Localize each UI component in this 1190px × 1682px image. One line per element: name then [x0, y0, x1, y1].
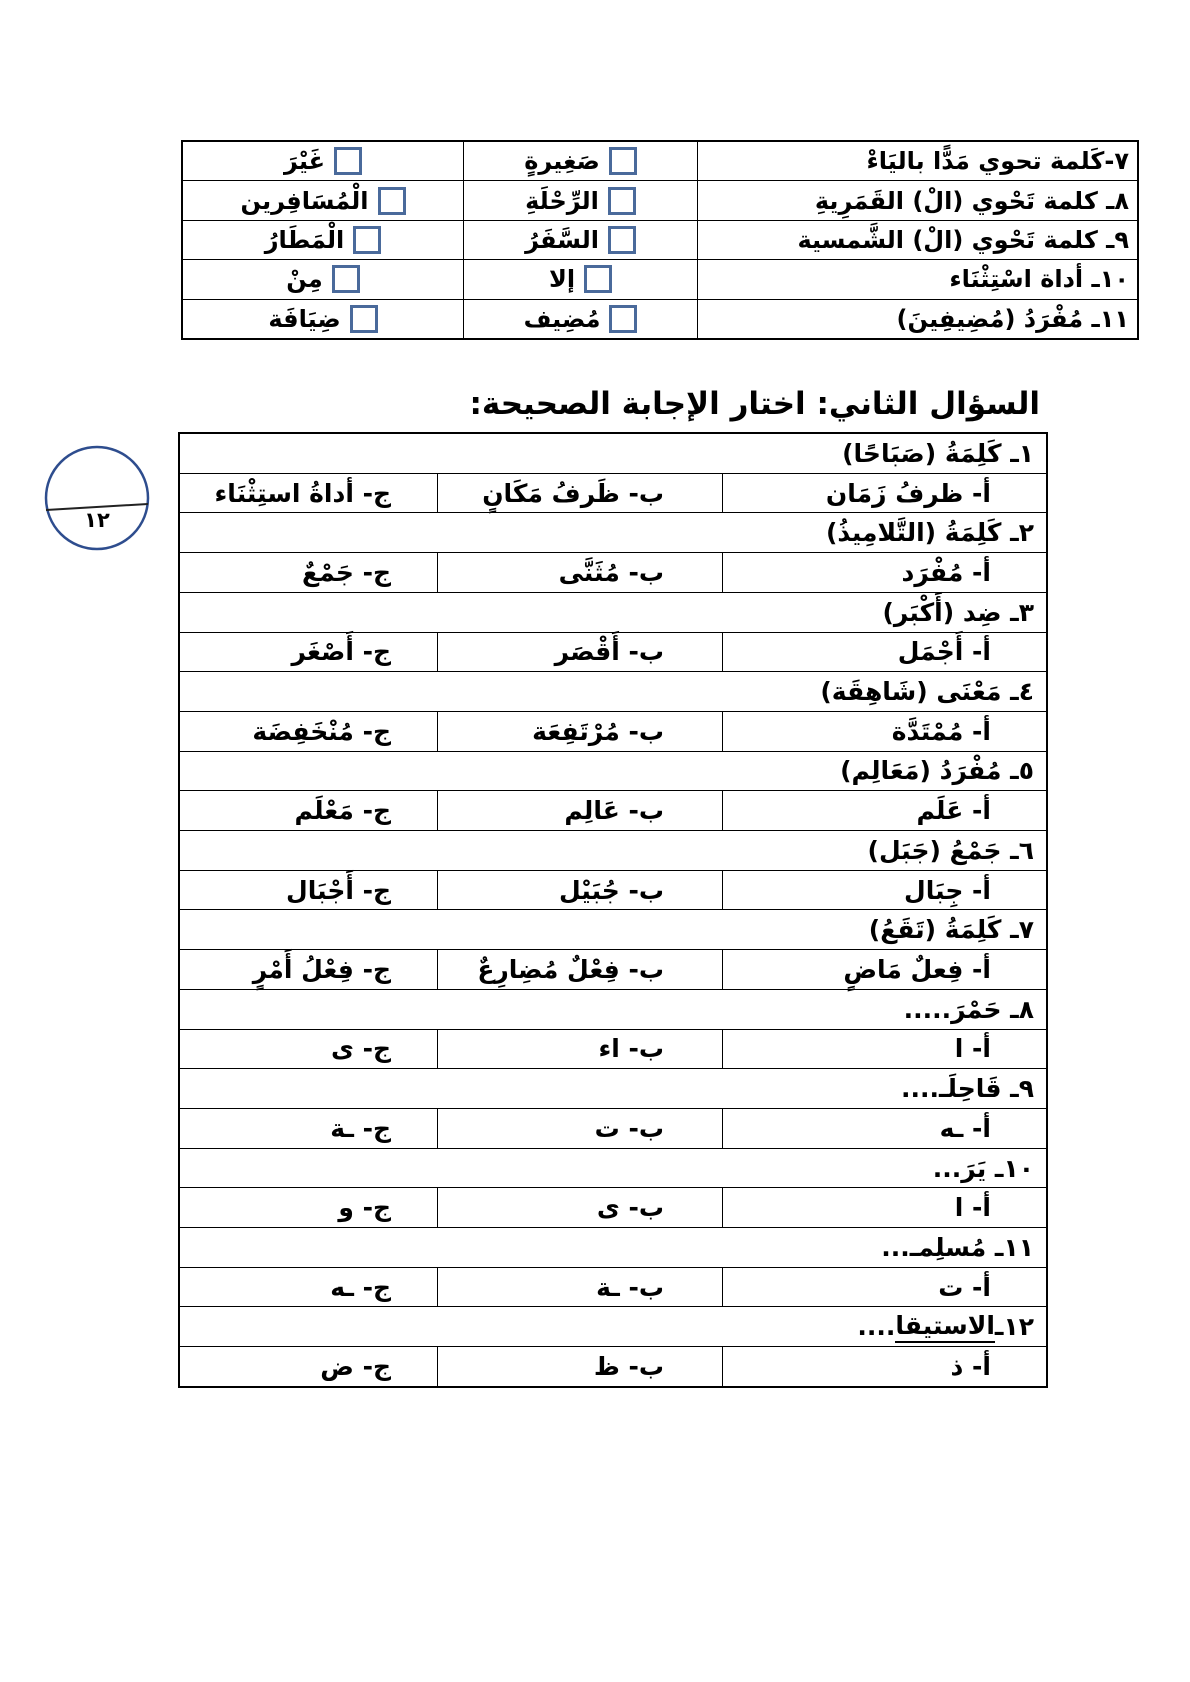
mcq-option-c [180, 474, 437, 513]
question-text: ٨ـ كلمة تَحْوي (الْ) القَمَرِيةِ [814, 186, 1129, 215]
mcq-options-row [180, 950, 1046, 990]
mcq-option-c [180, 633, 437, 672]
mcq-option-b [437, 633, 722, 672]
mcq-options-row [180, 1188, 1046, 1228]
checkbox-table-row [183, 142, 1137, 181]
checkbox-matching-table [181, 140, 1139, 340]
mcq-option-b-text: ب- ى [596, 1193, 664, 1223]
mcq-question-text: ١٢ـ [994, 1312, 1034, 1342]
mcq-option-a-text: أ- ـه [939, 1113, 991, 1143]
mcq-options-row [180, 1268, 1046, 1308]
mcq-option-b-text: ب- مُرْتَفِعَة [532, 716, 664, 746]
mcq-question-text: ٦ـ جَمْعُ (جَبَل) [867, 835, 1034, 865]
mcq-question-text: ٧ـ كَلِمَةُ (تَقَعُ) [868, 915, 1034, 945]
option-label: غَيْرَ [283, 147, 326, 176]
mcq-question-text: الاستيقا [895, 1311, 995, 1343]
mcq-option-c-text: ج- فِعْلُ أَمْرٍ [252, 954, 391, 984]
option-cell [463, 300, 697, 338]
mcq-options-row [180, 553, 1046, 593]
question-cell [697, 221, 1137, 259]
mcq-option-b [437, 1188, 722, 1227]
mcq-option-b-text: ب- أَقْصَر [554, 637, 664, 667]
mcq-options-row [180, 791, 1046, 831]
checkbox[interactable] [332, 265, 360, 293]
mcq-option-a-text: أ- مُفْرَد [901, 557, 991, 587]
mcq-option-a [722, 871, 1046, 910]
option-label: السَّفَرُ [525, 226, 599, 255]
mcq-options-row [180, 1109, 1046, 1149]
option-label: الْمُسَافِرين [240, 186, 369, 215]
option-cell [463, 221, 697, 259]
mcq-option-b [437, 1268, 722, 1307]
mcq-option-c-text: ج- مَعْلَم [294, 796, 391, 826]
mcq-option-a [722, 791, 1046, 830]
mcq-question-text: ١ـ كَلِمَةُ (صَبَاحًا) [842, 438, 1034, 468]
mcq-table [178, 432, 1048, 1388]
mcq-option-b [437, 1030, 722, 1069]
option-cell [183, 300, 463, 338]
checkbox[interactable] [378, 187, 406, 215]
mcq-options-row [180, 1347, 1046, 1386]
score-circle-outline [42, 444, 152, 554]
mcq-question-row [180, 910, 1046, 950]
option-label: مُضِيف [523, 304, 601, 333]
checkbox[interactable] [334, 147, 362, 175]
mcq-question-text: ٢ـ كَلِمَةُ (التَّلامِيذُ) [825, 518, 1034, 548]
mcq-option-b [437, 712, 722, 751]
mcq-options-row [180, 1030, 1046, 1070]
mcq-question-text: ٥ـ مُفْرَدُ (مَعَالِم) [840, 756, 1034, 786]
mcq-question-row [180, 1149, 1046, 1189]
mcq-option-a [722, 712, 1046, 751]
mcq-option-c [180, 553, 437, 592]
mcq-option-a-text: أ- ا [954, 1193, 991, 1223]
question-cell [697, 300, 1137, 338]
mcq-option-c-text: ج- و [338, 1193, 391, 1223]
checkbox[interactable] [350, 305, 378, 333]
mcq-question-text: ٨ـ حَمْرَ..... [903, 994, 1034, 1024]
mcq-question-text: ٩ـ قَاحِلَـ.... [900, 1074, 1034, 1104]
mcq-question-row [180, 831, 1046, 871]
section-heading: السؤال الثاني: اختار الإجابة الصحيحة: [469, 386, 1040, 422]
option-cell [183, 221, 463, 259]
mcq-option-c-text: ج- ـة [330, 1113, 391, 1143]
mcq-option-a [722, 1188, 1046, 1227]
option-cell [463, 260, 697, 298]
mcq-option-a-text: أ- فِعلٌ مَاضٍ [843, 954, 991, 984]
mcq-option-c [180, 712, 437, 751]
mcq-question-row [180, 990, 1046, 1030]
mcq-options-row [180, 712, 1046, 752]
checkbox[interactable] [609, 147, 637, 175]
mcq-option-c-text: ج- أَجْبَال [286, 875, 391, 905]
mcq-option-a-text: أ- ظرفُ زَمَان [825, 478, 991, 508]
checkbox-table-row [183, 260, 1137, 299]
option-cell [183, 260, 463, 298]
mcq-option-b-text: ب- عَالِم [564, 796, 664, 826]
mcq-option-c [180, 791, 437, 830]
mcq-option-a [722, 553, 1046, 592]
mcq-option-c-text: ج- مُنْخَفِضَة [252, 716, 391, 746]
mcq-option-b [437, 474, 722, 513]
mcq-question-text: ١٠ـ يَرَ... [932, 1153, 1034, 1183]
mcq-option-a-text: أ- ا [954, 1034, 991, 1064]
score-total-value: ١٢ [84, 508, 110, 532]
mcq-option-a [722, 1347, 1046, 1386]
mcq-option-c [180, 1268, 437, 1307]
option-label: إلا [548, 265, 576, 294]
question-text: ١٠ـ أداة اسْتِثْنَاء [949, 265, 1129, 294]
mcq-option-a-text: أ- مُمْتَدَّة [891, 716, 991, 746]
question-cell [697, 142, 1137, 180]
checkbox-table-row [183, 181, 1137, 220]
mcq-option-a [722, 950, 1046, 989]
mcq-option-a [722, 1268, 1046, 1307]
mcq-option-c [180, 1347, 437, 1386]
mcq-option-a-text: أ- عَلَم [916, 796, 991, 826]
option-label: مِنْ [286, 265, 323, 294]
question-text: ٧-كَلمة تحوي مَدًّا باليَاءْ [866, 147, 1129, 176]
mcq-question-text: ١١ـ مُسلِمـ... [881, 1232, 1034, 1262]
checkbox[interactable] [608, 187, 636, 215]
question-text: ٩ـ كلمة تَحْوي (الْ) الشَّمسية [797, 226, 1129, 255]
mcq-question-row [180, 752, 1046, 792]
mcq-option-c-text: ج- ـه [330, 1272, 391, 1302]
mcq-option-a-text: أ- ت [938, 1272, 991, 1302]
mcq-option-b-text: ب- ـة [596, 1272, 664, 1302]
mcq-option-b [437, 950, 722, 989]
mcq-option-a [722, 474, 1046, 513]
checkbox[interactable] [609, 305, 637, 333]
mcq-option-b [437, 871, 722, 910]
mcq-option-c-text: ج- أداةُ استِثْنَاء [214, 478, 391, 508]
mcq-option-b-text: ب- ظ [593, 1352, 664, 1382]
mcq-option-a [722, 633, 1046, 672]
mcq-option-c [180, 1188, 437, 1227]
mcq-question-text: ٤ـ مَعْنَى (شَاهِقَة) [820, 677, 1034, 707]
mcq-option-b-text: ب- فِعْلٌ مُضِارِعٌ [477, 954, 664, 984]
mcq-option-c [180, 871, 437, 910]
mcq-option-b-text: ب- مُثَنَّى [558, 557, 664, 587]
mcq-option-c [180, 1030, 437, 1069]
option-cell [463, 181, 697, 219]
mcq-question-row [180, 593, 1046, 633]
mcq-option-c-text: ج- ض [320, 1352, 391, 1382]
checkbox-table-row [183, 221, 1137, 260]
checkbox[interactable] [584, 265, 612, 293]
mcq-option-b [437, 1109, 722, 1148]
mcq-option-c-text: ج- أَصْغَر [291, 637, 391, 667]
mcq-option-c [180, 950, 437, 989]
mcq-option-a-text: أ- أَجْمَل [897, 637, 991, 667]
checkbox-table-row [183, 300, 1137, 338]
mcq-option-b-text: ب- اء [598, 1034, 664, 1064]
checkbox[interactable] [353, 226, 381, 254]
mcq-option-c-text: ج- جَمْعٌ [302, 557, 391, 587]
mcq-option-b [437, 553, 722, 592]
option-label: ضِيَافَة [268, 304, 341, 333]
mcq-option-a-text: أ- جِبَال [904, 875, 991, 905]
mcq-options-row [180, 633, 1046, 673]
option-cell [183, 142, 463, 180]
mcq-question-row [180, 672, 1046, 712]
question-cell [697, 181, 1137, 219]
option-label: صَغِيرةٍ [524, 147, 600, 176]
mcq-option-b [437, 1347, 722, 1386]
mcq-option-b-text: ب- جُبَيْل [559, 875, 664, 905]
option-label: الْمَطَارُ [264, 226, 345, 255]
mcq-option-c [180, 1109, 437, 1148]
option-cell [463, 142, 697, 180]
mcq-option-a-text: أ- ذ [950, 1352, 991, 1382]
mcq-question-text: .... [857, 1312, 896, 1342]
mcq-option-a [722, 1109, 1046, 1148]
mcq-question-row [180, 1307, 1046, 1347]
mcq-question-row [180, 1069, 1046, 1109]
checkbox[interactable] [608, 226, 636, 254]
mcq-option-c-text: ج- ى [330, 1034, 391, 1064]
mcq-question-row [180, 513, 1046, 553]
mcq-options-row [180, 871, 1046, 911]
mcq-options-row [180, 474, 1046, 514]
mcq-question-row [180, 1228, 1046, 1268]
mcq-option-b-text: ب- ت [594, 1113, 664, 1143]
mcq-question-text: ٣ـ ضِد (أَكْبَر) [882, 597, 1034, 627]
option-cell [183, 181, 463, 219]
mcq-option-b-text: ب- ظَرفُ مَكَانٍ [482, 478, 664, 508]
question-cell [697, 260, 1137, 298]
mcq-question-row [180, 434, 1046, 474]
question-text: ١١ـ مُفْرَدُ (مُضِيفِينَ) [896, 304, 1129, 333]
score-circle [42, 444, 152, 554]
mcq-option-b [437, 791, 722, 830]
mcq-option-a [722, 1030, 1046, 1069]
option-label: الرِّحْلَةِ [525, 186, 599, 215]
